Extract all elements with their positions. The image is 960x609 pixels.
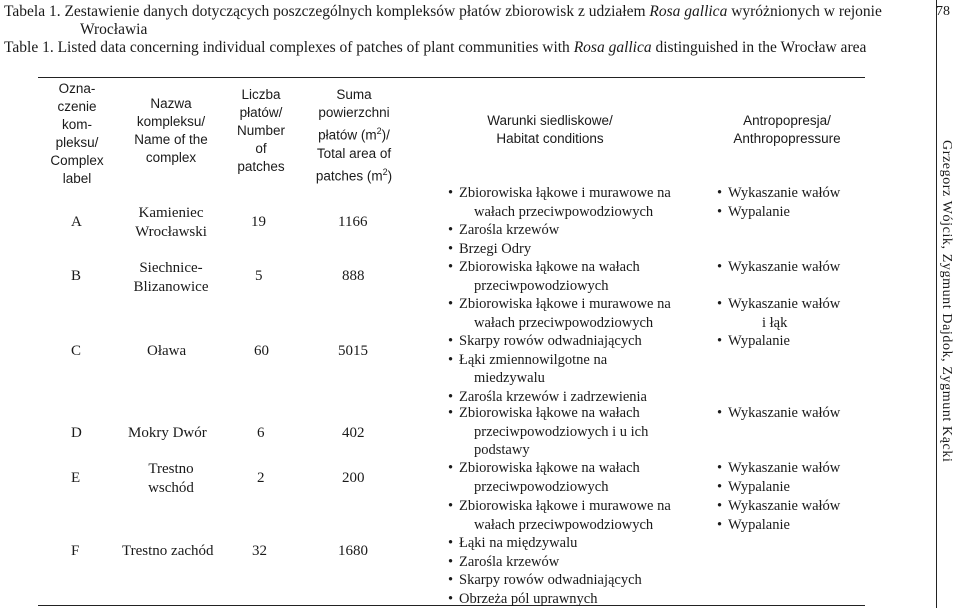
row-a-name: Kamieniec Wrocławski: [135, 205, 207, 240]
header-anthropopressure: Antropopresja/ Anthropopressure: [733, 113, 841, 146]
list-item: • Zarośla krzewów: [448, 553, 671, 572]
row-d-area: 402: [342, 425, 365, 441]
row-e-anthropopressure-list: [717, 459, 840, 496]
row-b-name: Siechnice- Blizanowice: [133, 260, 209, 295]
list-item: • Wypalanie: [717, 478, 840, 497]
row-f-label: F: [71, 543, 80, 559]
list-item: • Wykaszanie wałów i łąk: [717, 295, 840, 332]
row-e-area: 200: [342, 470, 365, 486]
header-complex-name: Nazwa kompleksu/ Name of the complex: [134, 96, 208, 165]
row-a-habitat-list: [448, 184, 671, 258]
row-d-label: D: [71, 425, 82, 441]
list-item: • Wykaszanie wałów: [717, 258, 840, 277]
list-item: • Skarpy rowów odwadniających: [448, 571, 671, 590]
row-f-name: Trestno zachód: [122, 543, 214, 559]
row-f-area: 1680: [338, 543, 368, 559]
row-b-patches: 5: [255, 268, 263, 284]
header-number-of-patches: Liczba płatów/ Number of patches: [236, 87, 285, 174]
caption-species-name: Rosa gallica: [573, 39, 652, 56]
row-c-area: 5015: [338, 343, 368, 359]
row-b-anthropopressure-list: [717, 258, 840, 277]
list-item: • Zbiorowiska łąkowe na wałach przeciwpowodziowych: [448, 258, 640, 295]
list-item: • Wykaszanie wałów: [717, 404, 840, 423]
list-item: • Łąki zmiennowilgotne na miedzywalu: [448, 351, 671, 388]
header-complex-label: Ozna- czenie kom- pleksu/ Complex label: [50, 81, 104, 186]
list-item: • Zarośla krzewów: [448, 221, 671, 240]
row-a-anthropopressure-list: [717, 184, 840, 221]
row-b-area: 888: [342, 268, 365, 284]
row-d-habitat-list: [448, 404, 648, 460]
row-e-patches: 2: [257, 470, 265, 486]
row-a-patches: 19: [251, 214, 266, 230]
row-e-name: Trestno wschód: [148, 461, 194, 496]
table-top-rule: [38, 77, 865, 78]
row-d-anthropopressure-list: [717, 404, 840, 423]
list-item: • Wypalanie: [717, 516, 840, 535]
row-f-anthropopressure-list: [717, 497, 840, 534]
page-number: 78: [936, 4, 950, 19]
row-b-label: B: [71, 268, 82, 284]
caption-english: Table 1. Listed data concerning individual complexes of patches of plant communities with Rosa gallica distinguished in the Wrocław area: [4, 39, 867, 56]
list-item: • Wykaszanie wałów: [717, 459, 840, 478]
row-a-area: 1166: [338, 214, 368, 230]
list-item: • Łąki na międzywalu: [448, 534, 671, 553]
list-item: • Wypalanie: [717, 203, 840, 222]
row-c-name: Oława: [147, 343, 187, 359]
list-item: • Zarośla krzewów i zadrzewienia: [448, 388, 671, 407]
list-item: • Zbiorowiska łąkowe i murawowe na wałach przeciwpowodziowych: [448, 497, 671, 534]
running-head: Grzegorz Wójcik, Zygmunt Dajdok, Zygmunt Kącki: [939, 140, 954, 463]
row-b-habitat-list: [448, 258, 640, 295]
row-f-patches: 32: [252, 543, 267, 559]
row-a-label: A: [71, 214, 82, 230]
header-total-area: Suma powierzchni płatów $(m^2)/$ Total area of patches $(m^2)$: [315, 87, 393, 183]
list-item: • Wykaszanie wałów: [717, 184, 840, 203]
row-e-label: E: [71, 470, 81, 486]
header-habitat-conditions: Warunki siedliskowe/ Habitat conditions: [487, 113, 613, 146]
row-e-habitat-list: [448, 459, 640, 496]
list-item: • Skarpy rowów odwadniających: [448, 332, 671, 351]
row-c-label: C: [71, 343, 82, 359]
table-caption: [4, 3, 919, 57]
row-f-habitat-list: [448, 497, 671, 609]
list-item: • Zbiorowiska łąkowe i murawowe na wałach przeciwpowodziowych: [448, 184, 671, 221]
row-c-anthropopressure-list: [717, 295, 840, 351]
row-c-habitat-list: [448, 295, 671, 407]
list-item: • Zbiorowiska łąkowe na wałach przeciwpowodziowych: [448, 459, 640, 496]
row-c-patches: 60: [254, 343, 269, 359]
list-item: • Obrzeża pól uprawnych: [448, 590, 671, 609]
list-item: • Zbiorowiska łąkowe i murawowe na wałach przeciwpowodziowych: [448, 295, 671, 332]
list-item: • Wykaszanie wałów: [717, 497, 840, 516]
caption-polish: Tabela 1. Zestawienie danych dotyczących poszczególnych kompleksów płatów zbiorowisk z udziałem Rosa gallica wyróżnionych w rejonie Wrocławia: [4, 3, 882, 38]
caption-species-name: Rosa gallica: [649, 3, 728, 20]
list-item: • Zbiorowiska łąkowe na wałach przeciwpowodziowych i u ich podstawy: [448, 404, 648, 460]
row-d-patches: 6: [257, 425, 265, 441]
row-d-name: Mokry Dwór: [128, 425, 207, 441]
margin-rule: [936, 0, 937, 608]
list-item: • Brzegi Odry: [448, 240, 671, 259]
list-item: • Wypalanie: [717, 332, 840, 351]
